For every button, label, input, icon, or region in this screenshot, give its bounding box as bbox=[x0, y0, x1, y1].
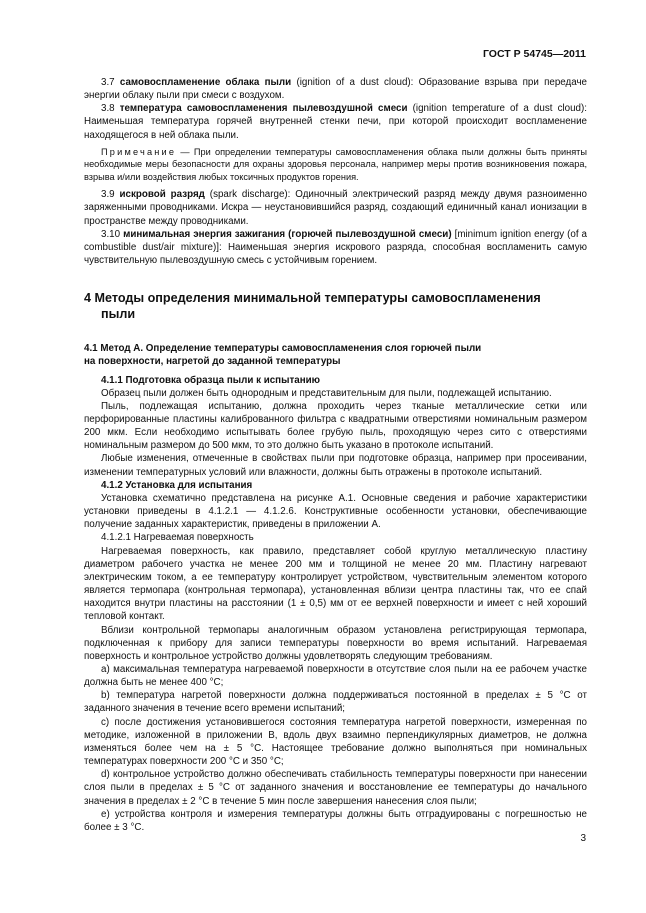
note-label: Примечание bbox=[101, 146, 177, 157]
page-number: 3 bbox=[580, 833, 586, 844]
term-3-8: 3.8 температура самовоспламенения пылевоздушной смеси (ignition temperature of a dust cloud): Наименьшая температура горячей внутренней стенки печи, при которой происходит воспламенение находящегося в ней облака пыли. bbox=[84, 103, 587, 141]
section-4-1-1-heading: 4.1.1 Подготовка образца пыли к испытанию bbox=[101, 374, 321, 386]
list-item-d: d) контрольное устройство должно обеспечивать стабильность температуры поверхности при нанесении слоя пыли в пределах ± 5 °С от заданного значения и восстановление ее температуры до начального значения в пределах ± 2 °С в течение 5 мин после завершения нанесения слоя пыли; bbox=[84, 769, 587, 807]
list-item-c: с) после достижения установившегося состояния температура нагретой поверхности, измеренная по методике, изложенной в приложении В, вдоль двух взаимно перпендикулярных диаметров, не должна изменяться более чем на ± 5 °С. Настоящее требование должно выполняться при номинальных температурах поверхности 200 °С и 350 °С; bbox=[84, 716, 587, 768]
paragraph: Образец пыли должен быть однородным и представительным для пыли, подлежащей испытанию. bbox=[101, 387, 552, 399]
section-4-1-heading: 4.1 Метод А. Определение температуры самовоспламенения слоя горючей пыли на поверхности, нагретой до заданной температуры bbox=[84, 343, 482, 368]
list-item-b: b) температура нагретой поверхности должна поддерживаться постоянной в пределах ± 5 °С от заданного значения в течение всего времени испытаний; bbox=[84, 690, 587, 715]
section-4-1-2-heading: 4.1.2 Установка для испытания bbox=[101, 479, 253, 491]
document-header: ГОСТ Р 54745—2011 bbox=[482, 48, 586, 60]
term-name: искровой разряд bbox=[119, 189, 205, 201]
term-name: самовоспламенение облака пыли bbox=[119, 77, 292, 88]
paragraph: Вблизи контрольной термопары аналогичным образом установлена регистрирующая термопара, подключенная к прибору для записи температуры поверхности во время испытаний. Нагреваемая поверхность и контрольное устройство должны удовлетворять следующим требованиям. bbox=[84, 624, 587, 662]
page-content bbox=[84, 76, 587, 834]
term-3-7: 3.7 самовоспламенение облака пыли (ignition of a dust cloud): Образование взрыва при передаче энергии облаку пыли при смеси с воздухом. bbox=[84, 77, 588, 102]
paragraph: Любые изменения, отмеченные в свойствах пыли при подготовке образца, например при просеивании, изменении температурных условий или влажности, должны быть отражены в протоколе испытаний. bbox=[84, 453, 587, 478]
list-item-e: е) устройства контроля и измерения температуры должны быть отградуированы с погрешностью не более ± 3 °С. bbox=[84, 808, 587, 833]
paragraph: Нагреваемая поверхность, как правило, представляет собой круглую металлическую пластину диаметром рабочего участка не менее 200 мм и толщиной не менее 20 мм. Пластину нагревают электрическим током, а ее температуру контролирует устройством, чувствительным элементом которого является термопара (контрольная термопара), установленная вблизи центра пластины так, что ее спай находится внутри пластины на расстоянии (1 ± 0,5) мм от ее верхней поверхности и имеет с ней хороший тепловой контакт. bbox=[84, 545, 587, 623]
section-4-1-2-1-heading: 4.1.2.1 Нагреваемая поверхность bbox=[101, 532, 254, 544]
term-name: минимальная энергия зажигания (горючей пылевоздушной смеси) bbox=[123, 228, 452, 240]
section-4-heading: 4 Методы определения минимальной температуры самовоспламенения пыли bbox=[84, 291, 541, 322]
list-item-a: а) максимальная температура нагреваемой поверхности в отсутствие слоя пыли на ее рабочем участке должна быть не менее 400 °С; bbox=[84, 663, 587, 689]
term-name: температура самовоспламенения пылевоздушной смеси bbox=[119, 103, 408, 115]
term-3-10: 3.10 минимальная энергия зажигания (горючей пылевоздушной смеси) [minimum ignition energy (of a combustible dust/air mixture)]: Наименьшая энергия искрового разряда, способная воспламенить самую чувствительную пылевоздушную смесь с устойчивым горением. bbox=[84, 228, 587, 267]
paragraph: Пыль, подлежащая испытанию, должна проходить через тканые металлические сетки или перфорированные пластины калиброванного фильтра с квадратными отверстиями номинальным размером 200 мкм. Если необходимо испытывать более грубую пыль, проходящую через сито с отверстиями номинальным размером до 500 мкм, то это должно быть указано в протоколе испытаний. bbox=[84, 400, 587, 452]
note: Примечание — При определении температуры самовоспламенения облака пыли должны быть приняты необходимые меры безопасности для охраны здоровья персонала, например меры против возникновения пожара, взрыва и/или воздействия любых токсичных продуктов горения. bbox=[84, 146, 587, 182]
paragraph: Установка схематично представлена на рисунке А.1. Основные сведения и рабочие характеристики установки приведены в 4.1.2.1 — 4.1.2.6. Конструктивные особенности установки, обеспечивающие получение заданных характеристик, приведены в приложении А. bbox=[84, 492, 587, 531]
term-3-9: 3.9 искровой разряд (spark discharge): Одиночный электрический разряд между двумя разноименно заряженными проводниками. Искра — неустановившийся разряд, создающий единичный канал ионизации в пространстве между проводниками. bbox=[84, 189, 588, 227]
